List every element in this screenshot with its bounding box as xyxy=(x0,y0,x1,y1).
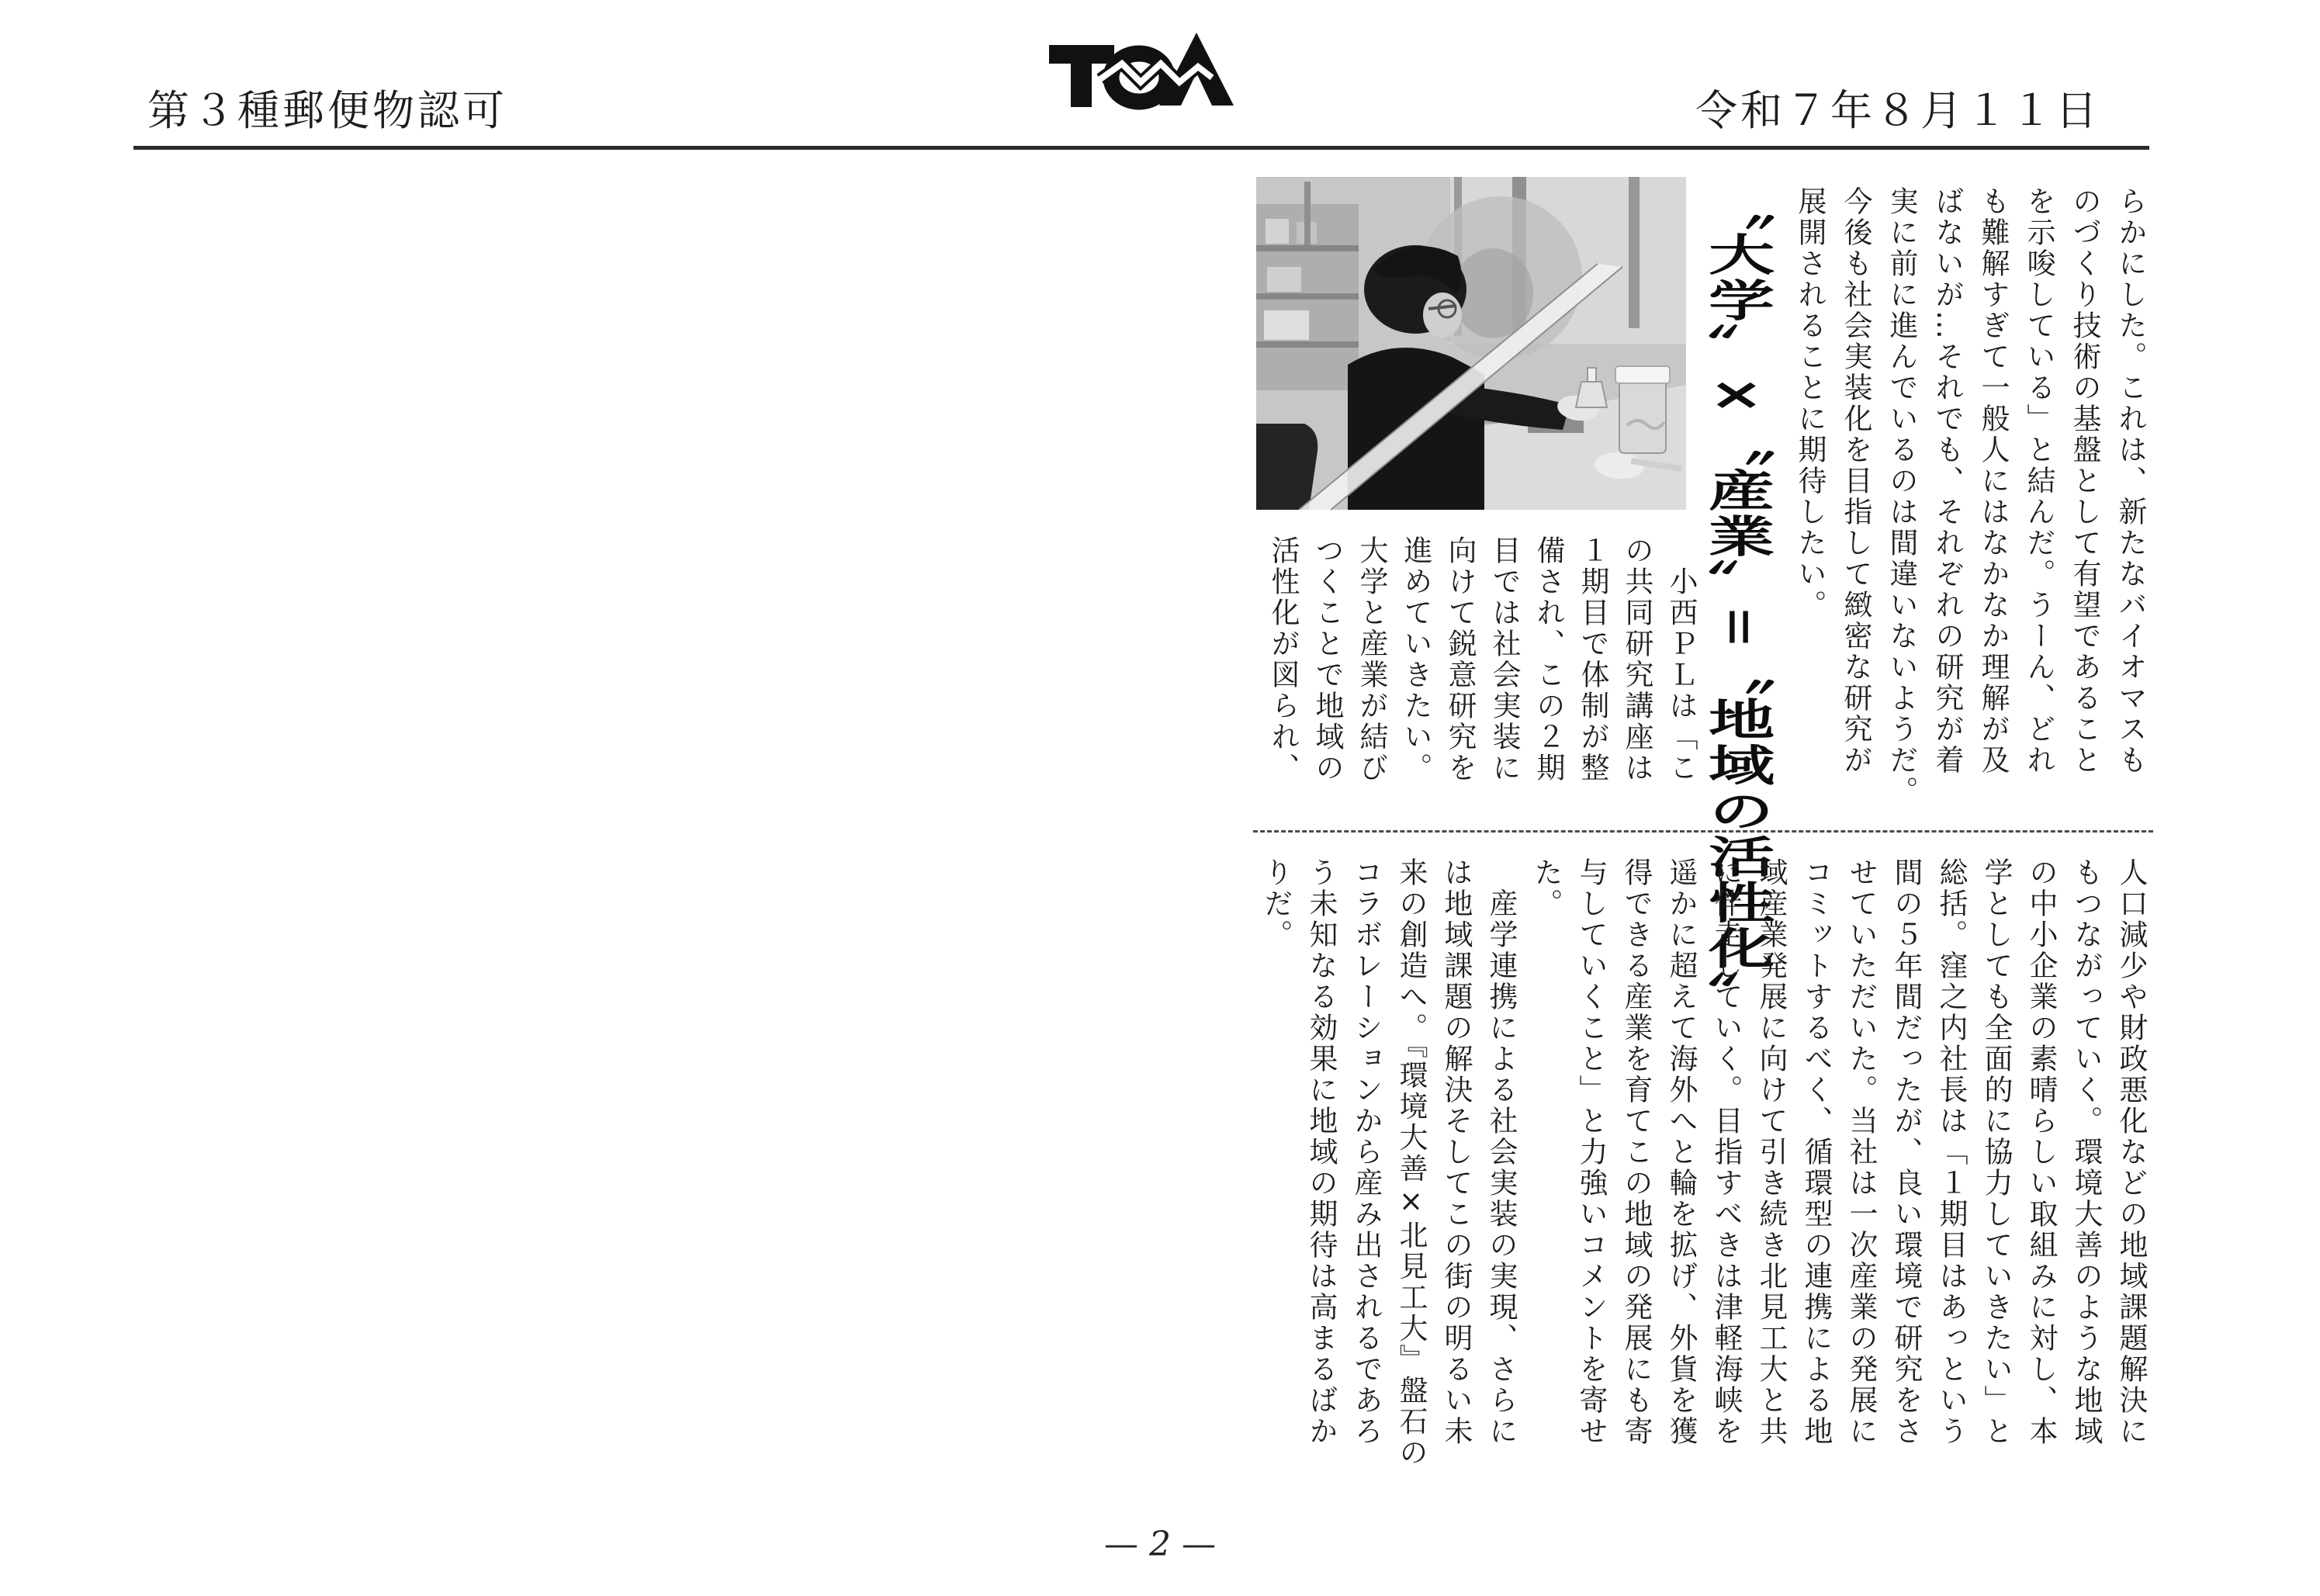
text-column: 備され、この２期 xyxy=(1532,535,1565,784)
text-column: １期目で体制が整 xyxy=(1576,535,1609,784)
article-columns-bottom xyxy=(1253,857,2153,1494)
article-columns-top xyxy=(1787,186,2153,822)
lab-researcher-photo xyxy=(1256,177,1686,510)
text-column: た。 xyxy=(1529,857,1563,919)
text-column: 域産業発展に向けて引き続き北見工大と共 xyxy=(1754,857,1788,1447)
text-column: に伴走していく。目指すべきは津軽海峡を xyxy=(1709,857,1743,1447)
text-column: 今後も社会実装化を目指して緻密な研究が xyxy=(1839,186,1872,776)
text-column: コミットするべく、循環型の連携による地 xyxy=(1799,857,1833,1447)
text-column: 得できる産業を育てこの地域の発展にも寄 xyxy=(1619,857,1653,1447)
text-column: せていただいた。当社は一次産業の発展に xyxy=(1844,857,1878,1447)
text-column: の中小企業の素晴らしい取組みに対し、本 xyxy=(2024,857,2058,1447)
text-column: もつながっていく。環境大善のような地域 xyxy=(2069,857,2103,1447)
tca-logo xyxy=(1044,28,1237,112)
section-divider-dashed xyxy=(1253,830,2153,833)
text-column: 大学と産業が結び xyxy=(1355,535,1388,784)
text-column: 向けて鋭意研究を xyxy=(1443,535,1477,784)
text-column: 目では社会実装に xyxy=(1487,535,1521,784)
article-columns-under-photo xyxy=(1261,535,1703,803)
header-rule xyxy=(133,146,2149,150)
headline-column xyxy=(1698,186,1775,1017)
text-column: の共同研究講座は xyxy=(1620,535,1653,784)
text-column: つくことで地域の xyxy=(1311,535,1344,784)
text-column: 人口減少や財政悪化などの地域課題解決に xyxy=(2114,857,2148,1447)
text-column: 間の５年間だったが、良い環境で研究をさ xyxy=(1889,857,1923,1447)
text-column: のづくり技術の基盤として有望であること xyxy=(2068,186,2101,776)
page-number: — 2 — xyxy=(1104,1525,1216,1564)
text-column: 活性化が図られ、 xyxy=(1266,535,1300,784)
text-column: ばないが…それでも、それぞれの研究が着 xyxy=(1930,186,1964,776)
text-column: コラボレーションから産み出されるであろ xyxy=(1349,857,1383,1447)
text-column: は地域課題の解決そしてこの街の明るい未 xyxy=(1439,857,1473,1447)
header-mail-notice: 第３種郵便物認可 xyxy=(147,86,507,135)
text-column: 遥かに超えて海外へと輪を拡げ、外貨を獲 xyxy=(1664,857,1698,1447)
text-column: 実に前に進んでいるのは間違いないようだ。 xyxy=(1885,186,1918,807)
text-column: 学としても全面的に協力していきたい」と xyxy=(1979,857,2013,1447)
text-column: も難解すぎて一般人にはなかなか理解が及 xyxy=(1976,186,2010,776)
text-column: 展開されることに期待したい。 xyxy=(1793,186,1827,621)
text-column: 与していくこと」と力強いコメントを寄せ xyxy=(1574,857,1608,1447)
text-column: りだ。 xyxy=(1259,857,1293,950)
text-column: 来の創造へ。『環境大善×北見工大』盤石の xyxy=(1394,857,1428,1469)
text-column: を示唆している」と結んだ。うーん、どれ xyxy=(2022,186,2055,776)
text-column: 総括。窪之内社長は「１期目はあっという xyxy=(1934,857,1968,1447)
header-date: 令和７年８月１１日 xyxy=(1695,86,2100,135)
text-column: う未知なる効果に地域の期待は高まるばか xyxy=(1304,857,1338,1447)
text-column: 進めていきたい。 xyxy=(1399,535,1432,784)
text-column: 小西ＰＬは「こ xyxy=(1664,535,1698,784)
text-column: らかにした。これは、新たなバイオマスも xyxy=(2114,186,2147,776)
text-column: 産学連携による社会実装の実現、さらに xyxy=(1484,857,1518,1447)
article-headline: 〝大学〟×〝産業〟＝〝地域の活性化〟 xyxy=(1698,186,1775,1017)
